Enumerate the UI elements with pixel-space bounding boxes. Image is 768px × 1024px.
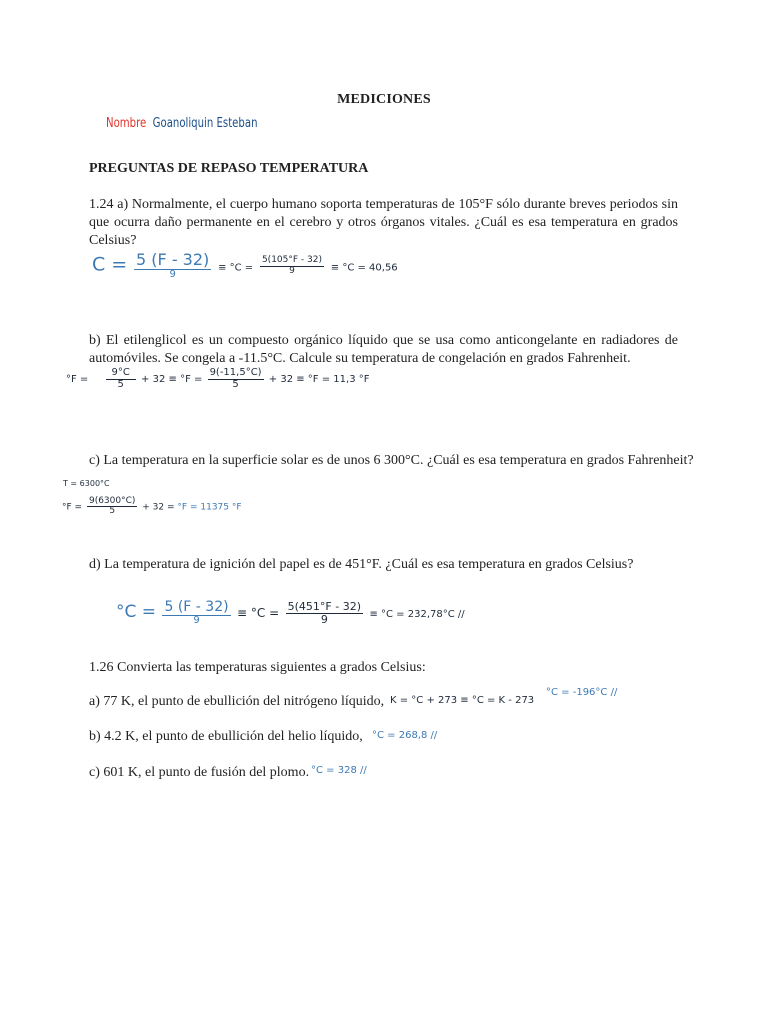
answer-fraction-1 bbox=[106, 368, 136, 390]
answer-result: °F = 11375 °F bbox=[177, 502, 242, 513]
answer-result: ≡ °C = 40,56 bbox=[330, 262, 398, 274]
answer-lhs: C = bbox=[92, 253, 128, 276]
student-name-value: Goanoliquin Esteban bbox=[152, 116, 258, 131]
fraction-numerator: 5 (F - 32) bbox=[136, 250, 210, 269]
section-title: PREGUNTAS DE REPASO TEMPERATURA bbox=[89, 161, 369, 176]
question-1-26c: c) 601 K, el punto de fusión del plomo. bbox=[89, 765, 310, 780]
answer-1-26a-work: K = °C + 273 ≡ °C = K - 273 bbox=[390, 695, 535, 706]
fraction-numerator: 5 (F - 32) bbox=[164, 599, 229, 615]
question-b: b) El etilenglicol es un compuesto orgánico líquido que se usa como anticongelante en radiadores de automóviles. Se congela a -11.5°C. Calcule su temperatura de congelación en grados Fahrenheit. bbox=[89, 333, 678, 366]
document-title: MEDICIONES bbox=[337, 92, 431, 107]
question-1-26a: a) 77 K, el punto de ebullición del nitrógeno líquido, bbox=[89, 694, 385, 709]
question-1-26: 1.26 Convierta las temperaturas siguientes a grados Celsius: bbox=[89, 660, 426, 675]
answer-result: ≡ °C = 232,78°C // bbox=[369, 609, 465, 621]
fraction-numerator: 9(6300°C) bbox=[88, 496, 136, 506]
answer-result: + 32 ≡ °F = 11,3 °F bbox=[268, 374, 370, 385]
fraction-denominator: 5 bbox=[117, 378, 124, 390]
answer-middle: ≡ °C = bbox=[218, 262, 254, 274]
fraction-denominator: 5 bbox=[232, 378, 239, 390]
answer-lhs: °F = bbox=[62, 502, 83, 513]
fraction-denominator: 9 bbox=[169, 268, 176, 280]
fraction-denominator: 9 bbox=[320, 612, 328, 626]
answer-lhs: °C = bbox=[116, 602, 157, 623]
fraction-numerator: 9(-11,5°C) bbox=[209, 367, 262, 378]
answer-middle: + 32 ≡ °F = bbox=[141, 374, 203, 385]
question-1-26b: b) 4.2 K, el punto de ebullición del helio líquido, bbox=[89, 729, 363, 744]
answer-middle: + 32 = bbox=[142, 502, 175, 513]
fraction-denominator: 9 bbox=[193, 614, 200, 626]
answer-fraction bbox=[87, 497, 137, 517]
answer-d bbox=[116, 600, 465, 626]
answer-b bbox=[66, 368, 369, 390]
answer-fraction-1 bbox=[162, 600, 230, 626]
answer-fraction-1 bbox=[134, 252, 211, 280]
fraction-numerator: 5(451°F - 32) bbox=[287, 600, 361, 614]
fraction-numerator: 9°C bbox=[106, 368, 136, 380]
answer-middle: ≡ °C = bbox=[237, 606, 280, 621]
question-c: c) La temperatura en la superficie solar es de unos 6 300°C. ¿Cuál es esa temperatura en grados Fahrenheit? bbox=[89, 453, 694, 468]
answer-1-26c-result: °C = 328 // bbox=[311, 765, 367, 776]
answer-fraction-2 bbox=[260, 256, 324, 276]
fraction-denominator: 9 bbox=[289, 265, 295, 276]
student-name bbox=[106, 116, 258, 131]
answer-1-26a-result: °C = -196°C // bbox=[546, 687, 618, 698]
answer-lhs: °F = bbox=[66, 374, 89, 385]
answer-c-given: T = 6300°C bbox=[63, 479, 110, 488]
answer-c bbox=[62, 497, 242, 517]
answer-fraction-2 bbox=[208, 368, 264, 390]
student-name-label: Nombre bbox=[106, 116, 147, 131]
question-d: d) La temperatura de ignición del papel es de 451°F. ¿Cuál es esa temperatura en grados Celsius? bbox=[89, 557, 634, 572]
answer-1-26b-result: °C = 268,8 // bbox=[372, 730, 438, 741]
question-1-24a: 1.24 a) Normalmente, el cuerpo humano soporta temperaturas de 105°F sólo durante breves periodos sin que ocurra daño permanente en el cerebro y otros órganos vitales. ¿Cuál es esa temperatura en grados Celsius? bbox=[89, 197, 678, 248]
answer-fraction-2 bbox=[286, 601, 363, 625]
answer-1-24a bbox=[92, 252, 398, 280]
fraction-denominator: 5 bbox=[109, 506, 116, 517]
fraction-numerator: 5(105°F - 32) bbox=[261, 255, 322, 266]
